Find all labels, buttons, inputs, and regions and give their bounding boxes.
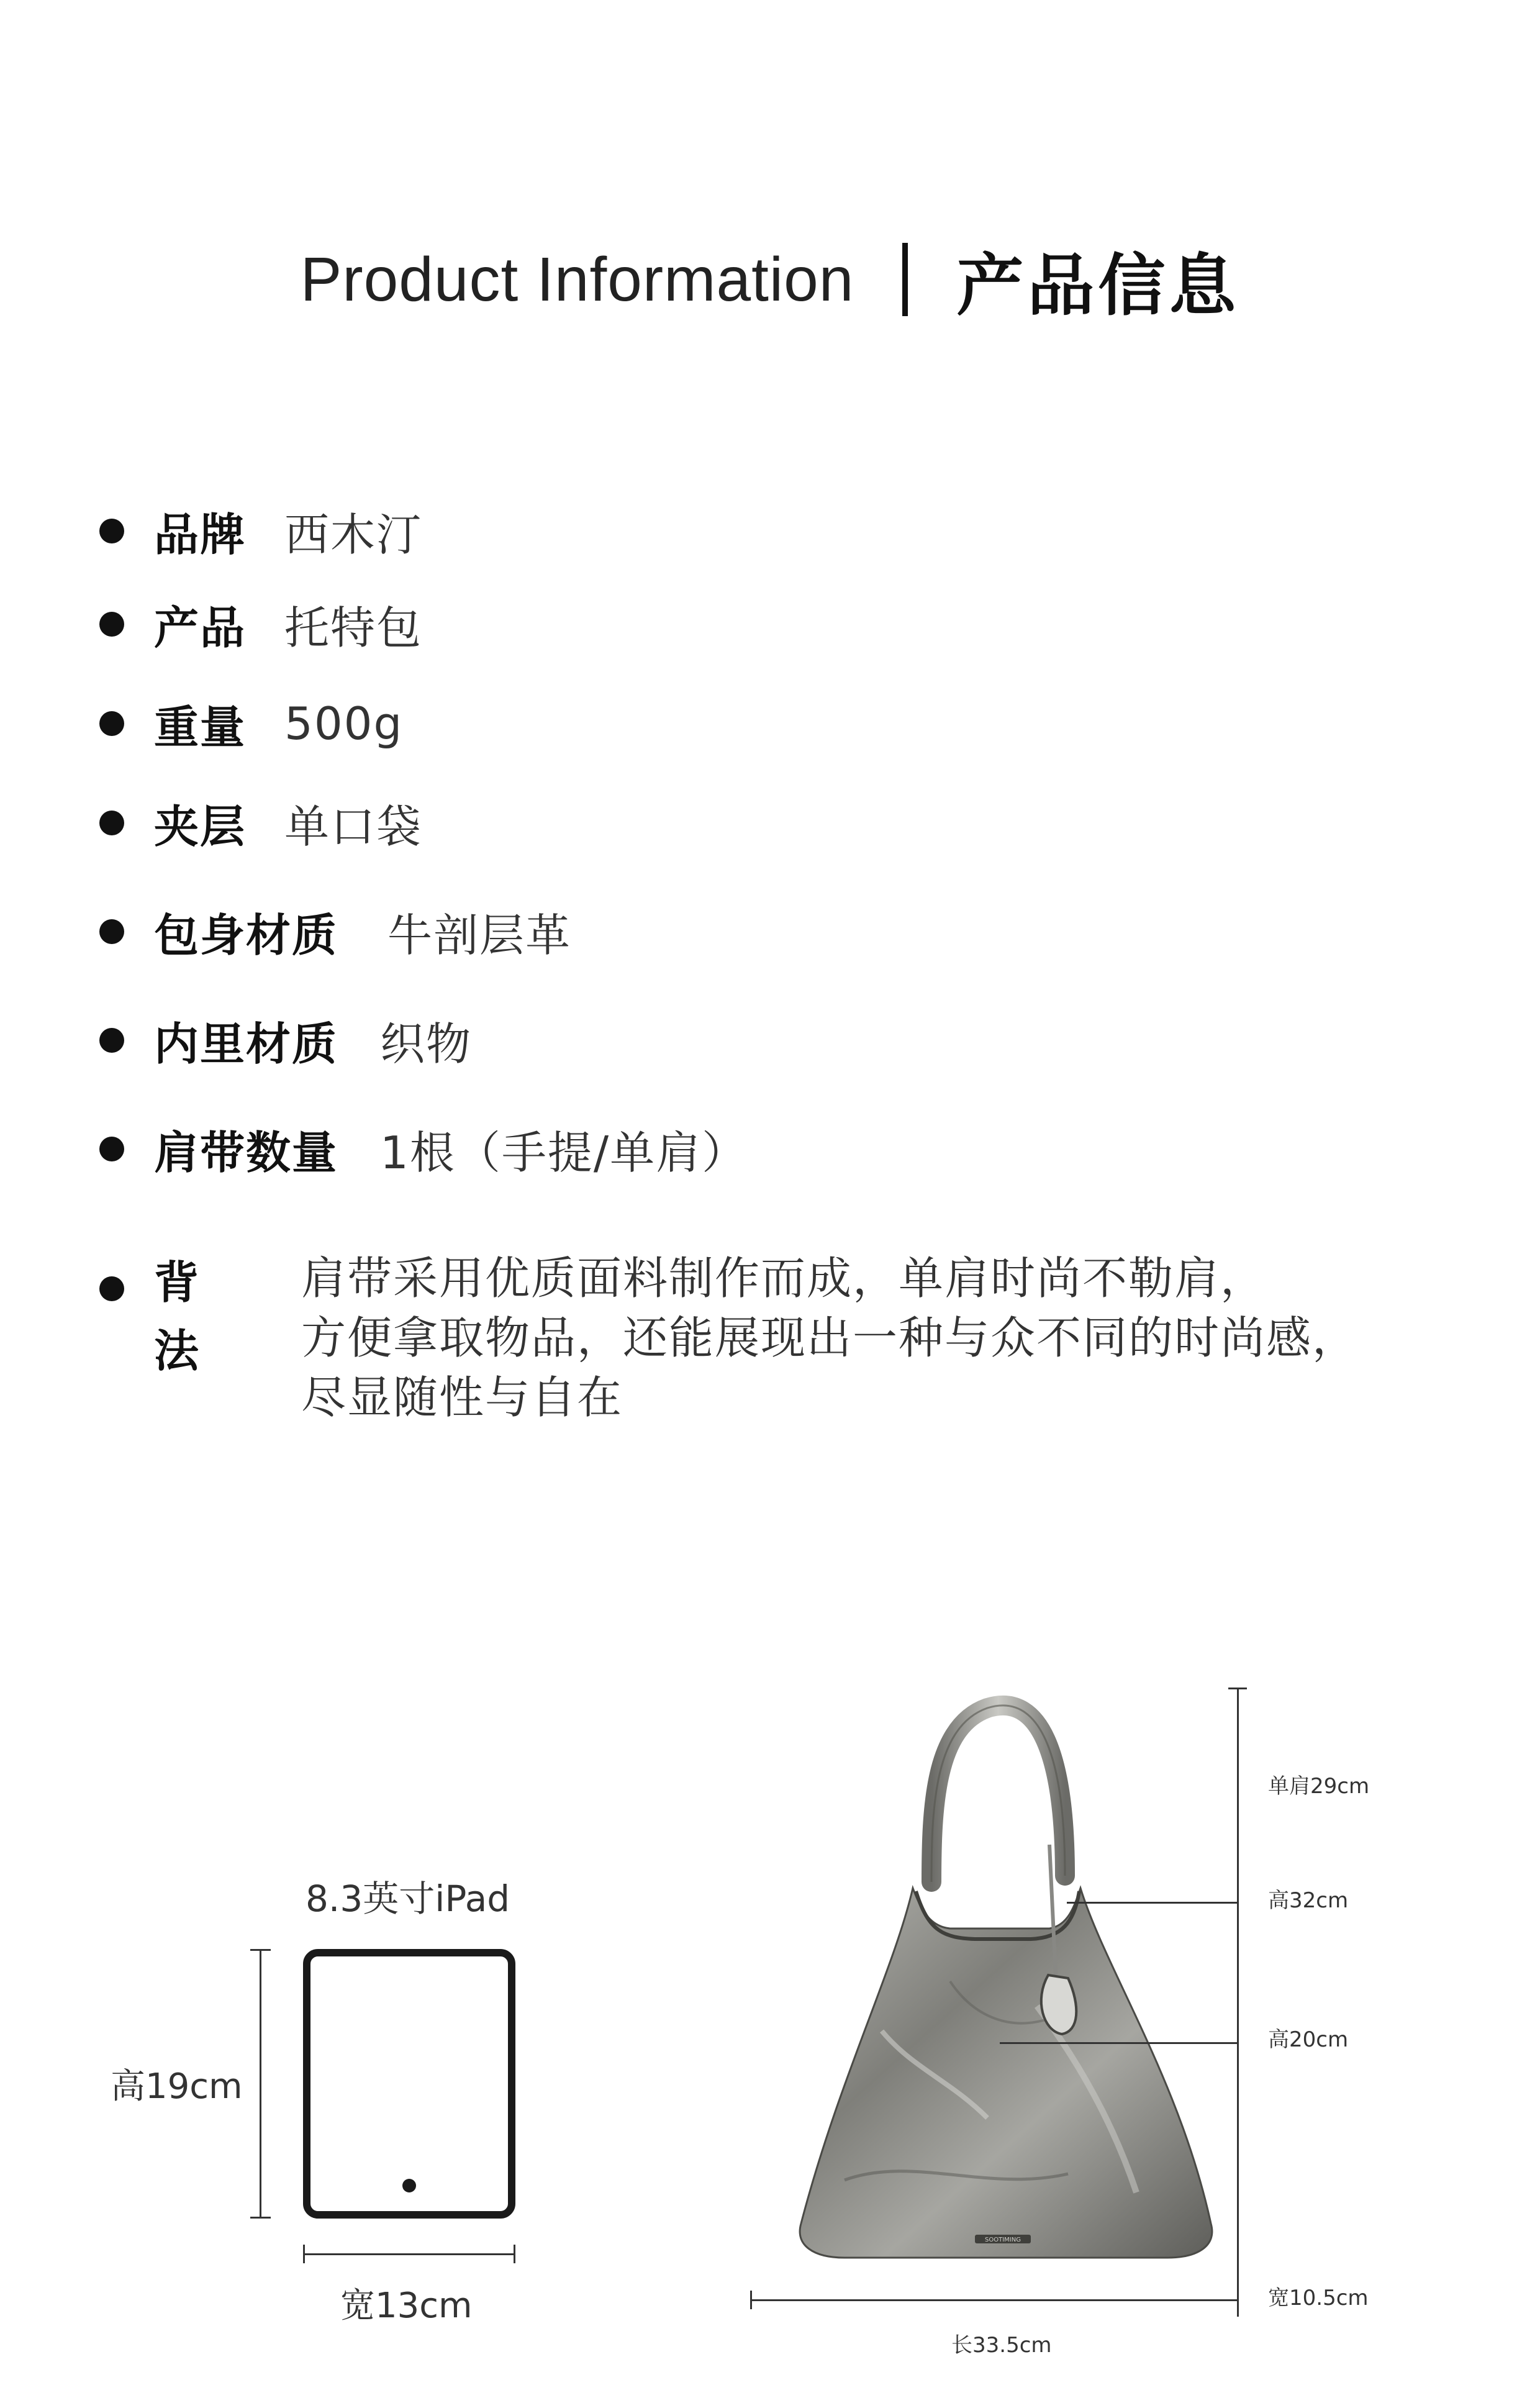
spec-value: 单口袋 — [284, 801, 423, 853]
spec-row-brand — [99, 497, 422, 565]
bag-body-height-guide — [1000, 2042, 1238, 2044]
spec-value: 托特包 — [284, 602, 423, 654]
description-line: 方便拿取物品，还能展现出一种与众不同的时尚感， — [301, 1312, 1359, 1364]
bullet-icon — [99, 612, 124, 637]
spec-row-interlayer — [99, 789, 422, 857]
bullet-icon — [99, 1137, 124, 1161]
ipad-title: 8.3英寸iPad — [306, 1878, 510, 1920]
ipad-height-line — [260, 1949, 261, 2219]
dimension-tick — [303, 2245, 305, 2263]
spec-value: 1根（手提/单肩） — [380, 1127, 748, 1179]
bag-length-label: 长33.5cm — [951, 2333, 1052, 2358]
spec-label: 肩带数量 — [154, 1127, 338, 1179]
bullet-icon — [99, 1028, 124, 1053]
spec-label: 产品 — [154, 602, 247, 654]
bullet-icon — [99, 519, 124, 543]
spec-label: 背法 — [154, 1256, 201, 1377]
spec-label: 夹层 — [154, 801, 247, 853]
ipad-outline — [303, 1949, 515, 2219]
carry-method-description — [301, 1248, 1481, 1427]
bag-brand-mark: SOOTIMING — [985, 2237, 1021, 2243]
bag-depth-label: 宽10.5cm — [1268, 2286, 1369, 2310]
spec-row-product — [99, 590, 422, 658]
spec-row-strap-count — [99, 1115, 748, 1183]
dimension-tick — [514, 2245, 515, 2263]
bullet-icon — [99, 711, 124, 736]
spec-row-body-material — [99, 897, 571, 966]
spec-value: 牛剖层革 — [387, 909, 572, 961]
spec-label: 包身材质 — [154, 909, 338, 961]
bag-height-guide — [1067, 1902, 1238, 1904]
bag-height-axis — [1237, 1688, 1239, 2317]
spec-value: 西木汀 — [284, 509, 423, 561]
spec-value: 织物 — [380, 1018, 473, 1070]
ipad-home-button — [402, 2179, 416, 2192]
spec-label: 内里材质 — [154, 1018, 338, 1070]
description-line: 尽显随性与自在 — [301, 1371, 623, 1424]
dimension-tick — [750, 2291, 752, 2309]
page-header — [0, 230, 1540, 329]
bag-height-label: 高32cm — [1268, 1888, 1349, 1913]
title-english: Product Information — [300, 244, 854, 314]
ipad-height-label: 高19cm — [111, 2066, 243, 2107]
bag-shoulder-drop-label: 单肩29cm — [1268, 1774, 1370, 1799]
title-chinese: 产品信息 — [956, 247, 1240, 325]
spec-value: 500g — [284, 697, 404, 750]
ipad-width-label: 宽13cm — [340, 2286, 473, 2326]
bag-body-height-label: 高20cm — [1268, 2027, 1349, 2052]
dimension-tick — [250, 2217, 271, 2219]
dimension-tick — [1228, 1688, 1247, 1689]
bullet-icon — [99, 811, 124, 835]
spec-label: 重量 — [154, 701, 247, 753]
title-divider — [902, 243, 908, 316]
description-line: 肩带采用优质面料制作而成，单肩时尚不勒肩， — [301, 1252, 1267, 1304]
spec-row-weight — [99, 689, 403, 758]
bullet-icon — [99, 919, 124, 944]
spec-label: 品牌 — [154, 509, 247, 561]
dimension-tick — [250, 1949, 271, 1951]
ipad-width-line — [303, 2253, 515, 2255]
spec-row-lining-material — [99, 1006, 472, 1074]
bag-image — [789, 1683, 1223, 2279]
bullet-icon — [99, 1276, 124, 1301]
bag-length-line — [750, 2299, 1238, 2301]
